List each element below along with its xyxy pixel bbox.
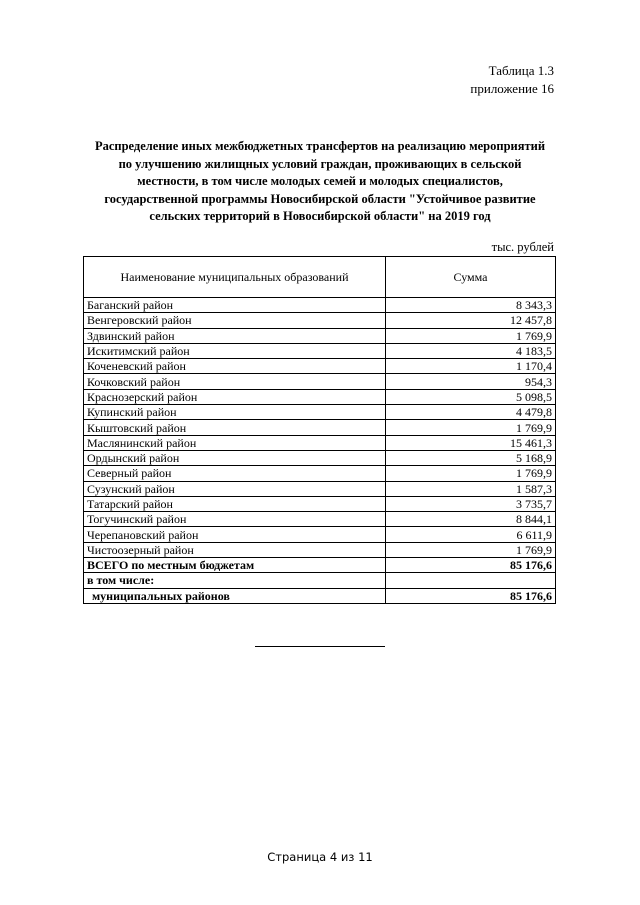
- table-row: [84, 374, 556, 389]
- amount-value: 1 769,9: [386, 542, 556, 557]
- district-name: Маслянинский район: [84, 435, 386, 450]
- district-name: Кыштовский район: [84, 420, 386, 435]
- district-name: Сузунский район: [84, 481, 386, 496]
- table-reference: [470, 62, 554, 98]
- table-row: [84, 450, 556, 465]
- table-label: Таблица 1.3: [488, 63, 554, 78]
- table-row: [84, 466, 556, 481]
- table-row: [84, 588, 556, 603]
- table-row: [84, 420, 556, 435]
- distribution-table: [83, 256, 556, 604]
- amount-value: 4 479,8: [386, 405, 556, 420]
- table-row: [84, 573, 556, 588]
- table-row: [84, 496, 556, 511]
- district-name: Здвинский район: [84, 328, 386, 343]
- table-row: [84, 542, 556, 557]
- amount-value: 1 587,3: [386, 481, 556, 496]
- district-name: Черепановский район: [84, 527, 386, 542]
- amount-value: 4 183,5: [386, 343, 556, 358]
- document-title: [84, 138, 556, 226]
- amount-value: 1 769,9: [386, 328, 556, 343]
- district-name: Кочковский район: [84, 374, 386, 389]
- district-name: Татарский район: [84, 496, 386, 511]
- amount-value: 5 098,5: [386, 389, 556, 404]
- table-row: [84, 343, 556, 358]
- table-row: [84, 527, 556, 542]
- amount-value: 1 769,9: [386, 420, 556, 435]
- district-name: Чистоозерный район: [84, 542, 386, 557]
- district-name: Купинский район: [84, 405, 386, 420]
- table-row: [84, 512, 556, 527]
- table-row: [84, 558, 556, 573]
- district-name: Искитимский район: [84, 343, 386, 358]
- amount-value: 1 769,9: [386, 466, 556, 481]
- district-name: ВСЕГО по местным бюджетам: [84, 558, 386, 573]
- title-line: государственной программы Новосибирской области "Устойчивое развитие: [104, 191, 536, 206]
- table-row: [84, 389, 556, 404]
- separator-line: [255, 646, 385, 647]
- district-name: Краснозерский район: [84, 389, 386, 404]
- table-row: [84, 405, 556, 420]
- amount-value: 6 611,9: [386, 527, 556, 542]
- table-row: [84, 435, 556, 450]
- unit-label: тыс. рублей: [491, 240, 554, 254]
- header-sum: Сумма: [386, 257, 556, 298]
- header-name: Наименование муниципальных образований: [84, 257, 386, 298]
- table-header-row: [84, 257, 556, 298]
- amount-value: 8 343,3: [386, 298, 556, 313]
- amount-value: 3 735,7: [386, 496, 556, 511]
- district-name: муниципальных районов: [84, 588, 386, 603]
- district-name: в том числе:: [84, 573, 386, 588]
- amount-value: 85 176,6: [386, 558, 556, 573]
- title-line: по улучшению жилищных условий граждан, проживающих в сельской: [118, 156, 522, 171]
- title-line: местности, в том числе молодых семей и молодых специалистов,: [137, 174, 503, 188]
- district-name: Тогучинский район: [84, 512, 386, 527]
- amount-value: 12 457,8: [386, 313, 556, 328]
- page-footer: Страница 4 из 11: [267, 850, 373, 864]
- district-name: Коченевский район: [84, 359, 386, 374]
- district-name: Ордынский район: [84, 450, 386, 465]
- amount-value: 5 168,9: [386, 450, 556, 465]
- amount-value: 15 461,3: [386, 435, 556, 450]
- table-row: [84, 328, 556, 343]
- amount-value: 8 844,1: [386, 512, 556, 527]
- table-body: [84, 298, 556, 604]
- title-line: сельских территорий в Новосибирской области" на 2019 год: [149, 209, 491, 223]
- district-name: Баганский район: [84, 298, 386, 313]
- table-row: [84, 313, 556, 328]
- amount-value: 1 170,4: [386, 359, 556, 374]
- table-row: [84, 298, 556, 313]
- appendix-label: приложение 16: [470, 81, 554, 96]
- table-row: [84, 359, 556, 374]
- amount-value: [386, 573, 556, 588]
- district-name: Северный район: [84, 466, 386, 481]
- title-line: Распределение иных межбюджетных трансфертов на реализацию мероприятий: [94, 139, 546, 153]
- table-row: [84, 481, 556, 496]
- amount-value: 85 176,6: [386, 588, 556, 603]
- amount-value: 954,3: [386, 374, 556, 389]
- district-name: Венгеровский район: [84, 313, 386, 328]
